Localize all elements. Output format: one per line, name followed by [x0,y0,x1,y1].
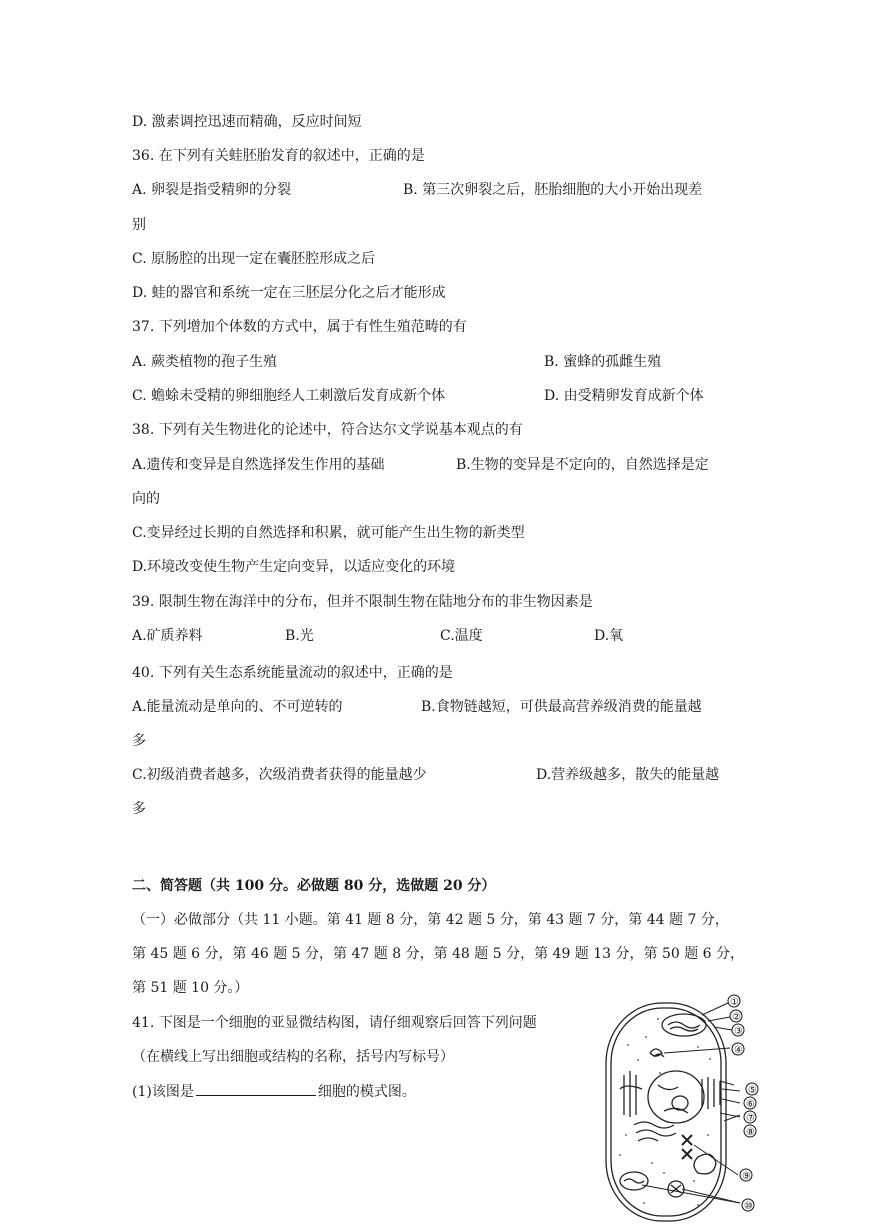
label-6: ⑥ [746,1099,755,1110]
section-heading: 二、简答题（共 100 分。必做题 80 分，选做题 20 分） [132,878,496,894]
q37-option-c: C. 蟾蜍未受精的卵细胞经人工刺激后发育成新个体 [132,388,446,404]
label-9: ⑨ [742,1171,751,1182]
q38-option-d: D.环境改变使生物产生定向变异，以适应变化的环境 [132,559,456,575]
q38-option-b-cont: 向的 [132,491,160,507]
q40-option-a: A.能量流动是单向的、不可逆转的 [132,699,343,715]
q39-option-d: D.氧 [594,628,624,644]
q36-option-d: D. 蛙的器官和系统一定在三胚层分化之后才能形成 [132,285,446,301]
er-lower [634,1122,676,1141]
q36-option-a: A. 卵裂是指受精卵的分裂 [132,182,292,198]
q38-option-c: C.变异经过长期的自然选择和积累，就可能产生出生物的新类型 [132,525,525,541]
golgi-left [620,1071,642,1117]
q40-option-d: D.营养级越多，散失的能量越 [536,767,720,783]
label-4: ④ [734,1045,743,1056]
q41-sub1 [132,1081,416,1102]
q41-stem: 41. 下图是一个细胞的亚显微结构图，请仔细观察后回答下列问题 [132,1015,537,1031]
er-stack [702,1077,720,1109]
label-5: ⑤ [748,1085,757,1096]
centrosome [682,1135,692,1159]
q39-option-b: B.光 [285,628,314,644]
q41-sub1-suffix: 细胞的模式图。 [317,1084,416,1100]
section-part1-line3: 第 51 题 10 分。） [132,980,249,996]
q41-sub1-prefix: (1)该图是 [132,1084,194,1100]
cell-membrane [611,1008,721,1216]
q38-option-b: B.生物的变异是不定向的，自然选择是定 [456,457,709,473]
q36-option-c: C. 原肠腔的出现一定在囊胚腔形成之后 [132,251,376,267]
label-7: ⑦ [746,1113,755,1124]
q40-stem: 40. 下列有关生态系统能量流动的叙述中，正确的是 [132,665,453,681]
label-1: ① [730,997,739,1008]
q38-stem: 38. 下列有关生物进化的论述中，符合达尔文学说基本观点的有 [132,422,523,438]
vacuole [694,1154,716,1174]
q40-option-b-cont: 多 [132,733,146,749]
q37-stem: 37. 下列增加个体数的方式中，属于有性生殖范畴的有 [132,319,467,335]
label-2: ② [732,1012,741,1023]
label-3: ③ [734,1026,743,1037]
q41-instruction: （在横线上写出细胞或结构的名称，括号内写标号） [132,1049,454,1065]
q35-option-d: D. 激素调控迅速而精确，反应时间短 [132,114,362,130]
q39-stem: 39. 限制生物在海洋中的分布，但并不限制生物在陆地分布的非生物因素是 [132,594,593,610]
q37-option-a: A. 蕨类植物的孢子生殖 [132,354,278,370]
section-part1-line1: （一）必做部分（共 11 小题。第 41 题 8 分，第 42 题 5 分，第 43 题 7 分，第 44 题 7 分， [132,912,729,928]
q39-option-a: A.矿质养料 [132,628,203,644]
q40-option-b: B.食物链越短，可供最高营养级消费的能量越 [421,699,702,715]
q36-option-b-cont: 别 [132,217,146,233]
q37-option-b: B. 蜜蜂的孤雌生殖 [544,354,662,370]
q38-option-a: A.遗传和变异是自然选择发生作用的基础 [132,457,385,473]
golgi-small [650,1049,664,1057]
section-part1-line2: 第 45 题 6 分，第 46 题 5 分，第 47 题 8 分，第 48 题 5 分，第 49 题 13 分，第 50 题 6 分， [132,946,745,962]
cell-structure-diagram [598,985,778,1225]
q40-option-d-cont: 多 [132,801,146,817]
q37-option-d: D. 由受精卵发育成新个体 [544,388,704,404]
q36-option-b: B. 第三次卵裂之后，胚胎细胞的大小开始出现差 [403,182,703,198]
label-10: ⑩ [744,1201,753,1212]
cytoplasm-dots [619,1018,711,1206]
label-8: ⑧ [746,1127,755,1138]
q39-option-c: C.温度 [440,628,483,644]
answer-blank [196,1081,316,1096]
q40-option-c: C.初级消费者越多，次级消费者获得的能量越少 [132,767,427,783]
q36-stem: 36. 在下列有关蛙胚胎发育的叙述中，正确的是 [132,148,425,164]
